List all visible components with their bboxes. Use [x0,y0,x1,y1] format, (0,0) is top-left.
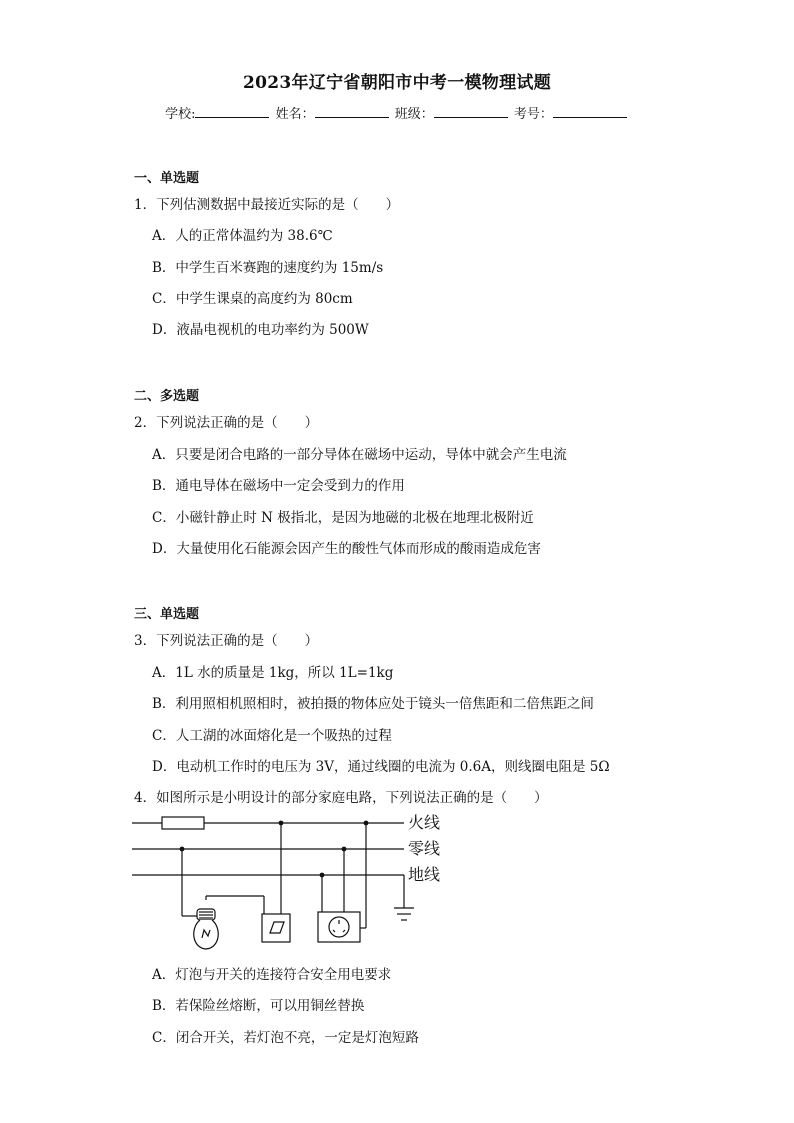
ground-wire-label: 地线 [408,865,441,884]
wall-switch [262,914,290,942]
neutral-wire-label: 零线 [408,839,441,858]
question-3-option-c: C．人工湖的冰面熔化是一个吸热的过程 [152,728,392,744]
question-1-stem: 1．下列估测数据中最接近实际的是（ ） [134,197,400,213]
question-1-option-b: B．中学生百米赛跑的速度约为 15m/s [152,260,384,276]
question-4-option-c: C．闭合开关，若灯泡不亮，一定是灯泡短路 [152,1030,419,1046]
question-3-option-a: A．1L 水的质量是 1kg，所以 1L=1kg [152,665,394,681]
household-circuit-diagram [128,808,458,956]
question-2-stem: 2．下列说法正确的是（ ） [134,415,319,431]
exam-number-label: 考号： [513,107,553,122]
class-label: 班级： [394,107,434,122]
section-heading-3: 三、单选题 [134,607,200,622]
name-label: 姓名： [275,107,315,122]
student-info-line [0,103,794,122]
class-blank[interactable] [434,105,508,118]
school-label: 学校: [165,107,196,122]
question-3-option-b: B．利用照相机照相时，被拍摄的物体应处于镜头一倍焦距和二倍焦距之间 [152,696,594,712]
fuse [162,817,204,829]
section-heading-1: 一、单选题 [134,171,200,186]
question-4-stem: 4．如图所示是小明设计的部分家庭电路，下列说法正确的是（ ） [134,790,548,806]
question-1-option-c: C．中学生课桌的高度约为 80cm [152,291,353,307]
question-4-option-a: A．灯泡与开关的连接符合安全用电要求 [152,967,392,983]
question-1-option-d: D．液晶电视机的电功率约为 500W [152,322,369,338]
lamp-bulb [194,920,219,949]
question-2-option-c: C．小磁针静止时 N 极指北，是因为地磁的北极在地理北极附近 [152,510,534,526]
document-title: 2023年辽宁省朝阳市中考一模物理试题 [242,73,551,93]
question-1-option-a: A．人的正常体温约为 38.6℃ [152,228,333,244]
name-blank[interactable] [315,105,389,118]
section-heading-2: 二、多选题 [134,389,200,404]
question-2-option-a: A．只要是闭合电路的一部分导体在磁场中运动，导体中就会产生电流 [152,447,567,463]
exam-number-blank[interactable] [553,105,627,118]
question-4-option-b: B．若保险丝熔断，可以用铜丝替换 [152,998,365,1014]
live-wire-label: 火线 [408,813,441,832]
question-2-option-d: D．大量使用化石能源会因产生的酸性气体而形成的酸雨造成危害 [152,541,541,557]
question-3-stem: 3．下列说法正确的是（ ） [134,633,319,649]
school-blank[interactable] [195,105,269,118]
question-2-option-b: B．通电导体在磁场中一定会受到力的作用 [152,478,405,494]
question-3-option-d: D．电动机工作时的电压为 3V，通过线圈的电流为 0.6A，则线圈电阻是 5Ω [152,759,610,775]
